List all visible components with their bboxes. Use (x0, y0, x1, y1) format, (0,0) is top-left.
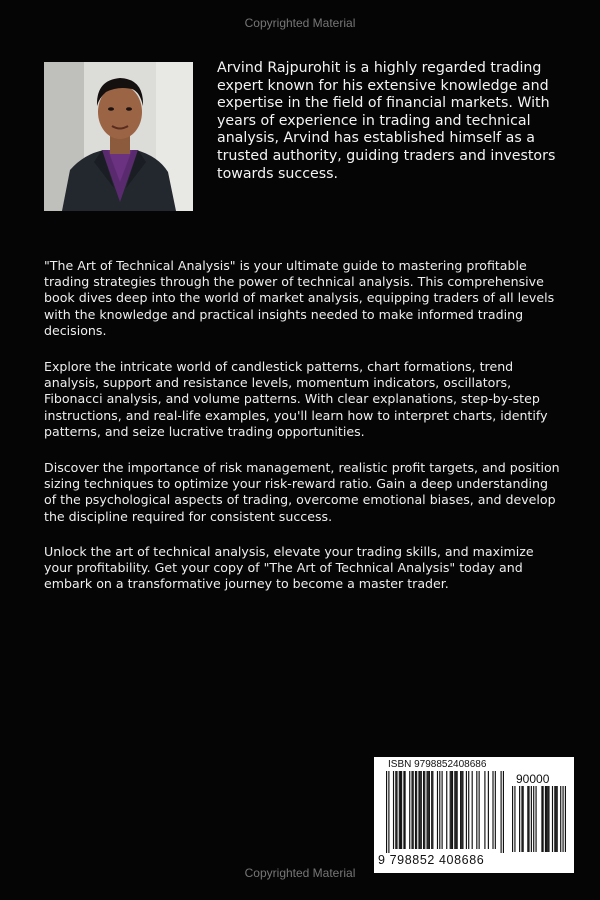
barcode-bar (488, 771, 489, 849)
barcode-bar (409, 771, 410, 849)
blurb-paragraph-4: Unlock the art of technical analysis, elevate your trading skills, and maximize your profitability. Get your copy of "The Art of Technical Analysis" today and embark on a transformative journey to become a master trader. (44, 544, 534, 592)
barcode-bar (461, 771, 462, 849)
barcode-bar (533, 786, 534, 852)
barcode-bar (413, 771, 414, 849)
barcode-bar (421, 771, 422, 849)
barcode-bar (519, 786, 520, 852)
barcode-bar (424, 771, 425, 849)
barcode-bar (476, 771, 477, 849)
barcode-bar (460, 771, 461, 849)
blurb-paragraph-2: Explore the intricate world of candlestick patterns, chart formations, trend analysis, support and resistance levels, momentum indicators, oscillators, Fibonacci analysis, and volume patterns. With clear explanations, step-by-step instructions, and real-life examples, you'll learn how to interpret charts, identify patterns, and seize lucrative trading opportunities. (44, 359, 548, 439)
barcode-bars (386, 771, 504, 853)
watermark-bottom: Copyrighted Material (244, 866, 356, 880)
barcode-bar (503, 771, 504, 853)
barcode-bar (428, 771, 429, 849)
barcode-bar (457, 771, 458, 849)
barcode-bar (437, 771, 438, 849)
barcode-bar (416, 771, 417, 849)
barcode-bar (403, 771, 404, 849)
barcode-bar (562, 786, 563, 852)
isbn-label: ISBN 9798852408686 (388, 759, 487, 770)
barcode-bar (554, 786, 555, 852)
barcode-bar (545, 786, 546, 852)
barcode-bar (411, 771, 412, 849)
barcode-bar (514, 786, 515, 852)
barcode-bar (395, 771, 396, 849)
barcode-bar (560, 786, 561, 852)
barcode-bar (454, 771, 455, 849)
barcode-bar (420, 771, 421, 849)
barcode-bar (548, 786, 549, 852)
barcode-bar (468, 771, 469, 849)
barcode-bar (388, 771, 389, 853)
blurb-paragraph-1: "The Art of Technical Analysis" is your ultimate guide to mastering profitable trading strategies through the power of technical analysis. This comprehensive book dives deep into the world of market analysis, equipping traders of all levels with the knowledge and practical insights needed to make informed trading decisions. (44, 258, 555, 338)
barcode-bar (439, 771, 440, 849)
barcode-bar (523, 786, 524, 852)
barcode-bar (426, 771, 427, 849)
barcode-bar (451, 771, 452, 849)
barcode-bar (462, 771, 463, 849)
barcode-bar (452, 771, 453, 849)
barcode-bar (552, 786, 553, 852)
barcode-bar (393, 771, 394, 849)
barcode-bar (501, 771, 502, 853)
barcode-bar (472, 771, 473, 849)
barcode-bar (541, 786, 542, 852)
barcode-bar (401, 771, 402, 849)
barcode-bar (396, 771, 397, 849)
barcode-bar (557, 786, 558, 852)
watermark-top: Copyrighted Material (244, 16, 356, 30)
barcode-bar (423, 771, 424, 849)
barcode-bar (512, 786, 513, 852)
isbn-digits: 9 798852 408686 (378, 853, 485, 867)
barcode-bar (521, 786, 522, 852)
barcode-bar (399, 771, 400, 849)
price-barcode-bars (512, 786, 566, 866)
isbn-barcode (374, 757, 574, 873)
barcode-bar (431, 771, 432, 849)
barcode-bar (535, 786, 536, 852)
barcode-bar (386, 771, 387, 853)
barcode-bar (400, 771, 401, 849)
barcode-bar (418, 771, 419, 849)
barcode-bar (466, 771, 467, 849)
barcode-bar (492, 771, 493, 849)
author-bio: Arvind Rajpurohit is a highly regarded trading expert known for his extensive knowledge and expertise in the field of financial markets. With years of experience in trading and technical analysis, Arvind has established himself as a trusted authority, guiding traders and investors towards success. (217, 60, 556, 182)
barcode-bar (415, 771, 416, 849)
barcode-bar (429, 771, 430, 849)
barcode-bar (528, 786, 529, 852)
barcode-bar (446, 771, 447, 849)
blurb-paragraph-3: Discover the importance of risk management, realistic profit targets, and position sizing techniques to optimize your risk-reward ratio. Gain a deep understanding of the psychological aspects of trading, overcome emotional biases, and develop the discipline required for consistent success. (44, 460, 560, 524)
barcode-bar (495, 771, 496, 849)
barcode-bar (546, 786, 547, 852)
barcode-bar (450, 771, 451, 849)
author-photo (44, 62, 193, 211)
barcode-bar (484, 771, 485, 849)
barcode-bar (547, 786, 548, 852)
barcode-bar (442, 771, 443, 849)
barcode-bar (527, 786, 528, 852)
barcode-bar (432, 771, 433, 849)
author-portrait-icon (44, 62, 193, 211)
barcode-bar (565, 786, 566, 852)
barcode-bar (479, 771, 480, 849)
barcode-bar (531, 786, 532, 852)
price-code: 90000 (516, 772, 550, 786)
barcode-bar (455, 771, 456, 849)
barcode-bar (405, 771, 406, 849)
barcode-bar (543, 786, 544, 852)
barcode-bar (555, 786, 556, 852)
